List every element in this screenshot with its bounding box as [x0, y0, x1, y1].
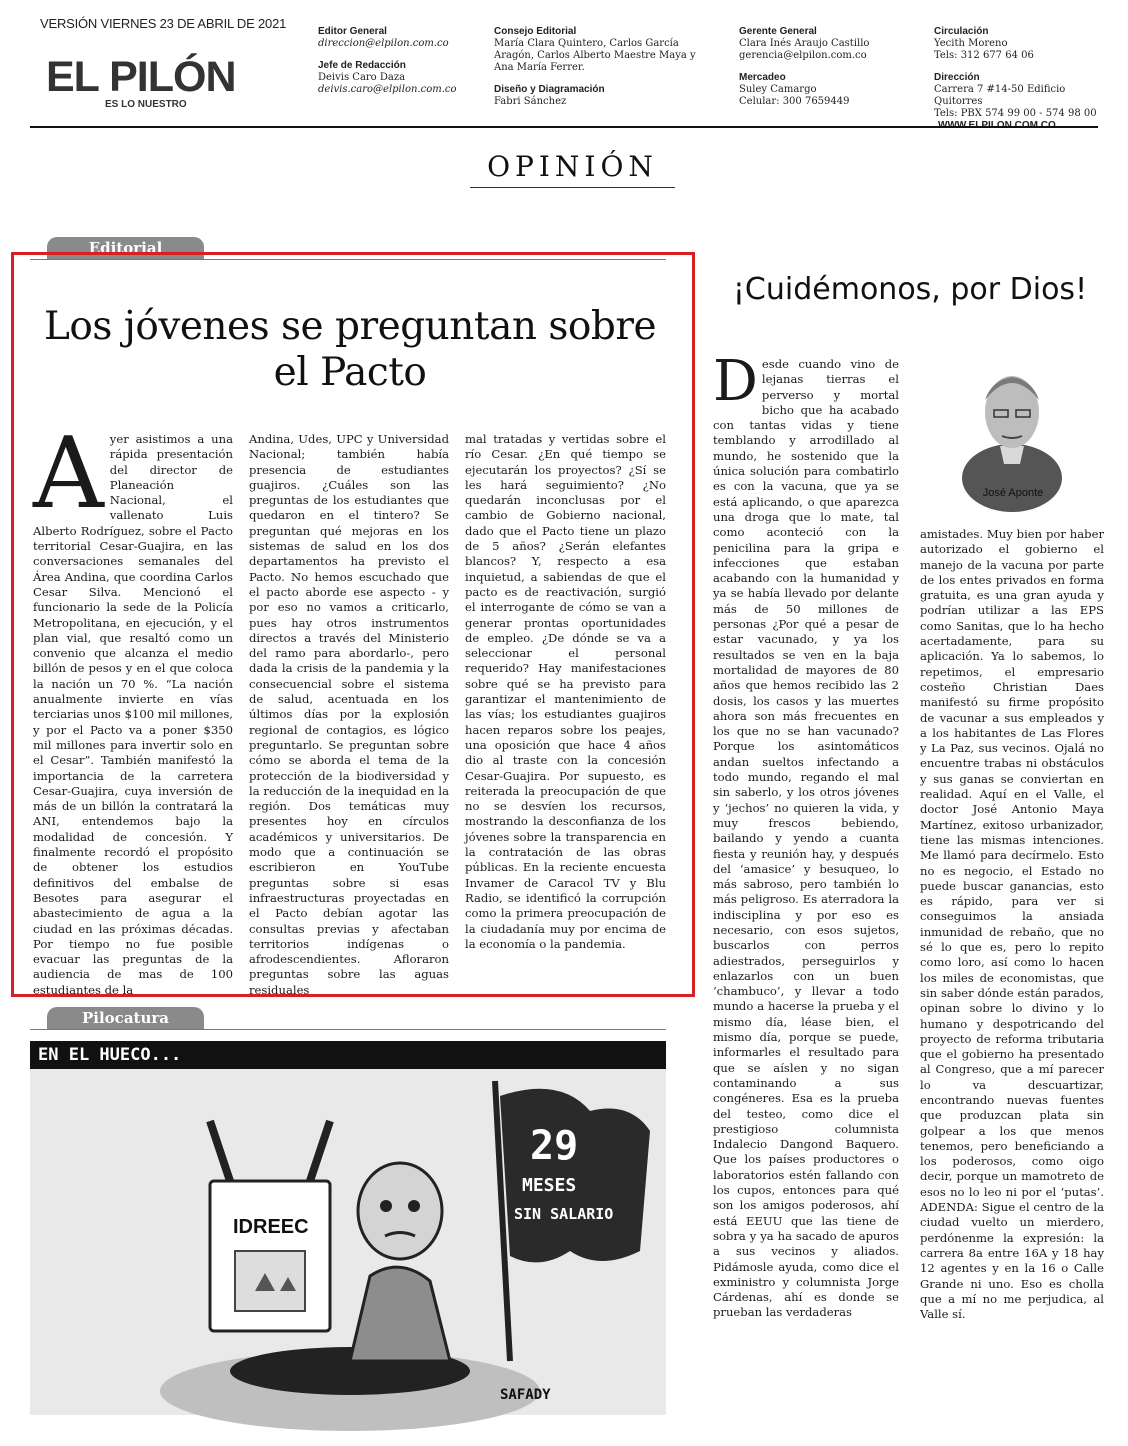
column-col1-text: esde cuando vino de lejanas tierras el perverso y mortal bicho que ha acabado con tantas vidas y tiene temblando y arrodillado al mundo, he sostenido que la única solución para combatirlo es con la vacuna, que ya se está aplicando, o que aparezca una droga que lo mate, tal como aconteció con la penicilina para la gripa e infecciones que estaban acabando con la humanidad y ya se había llevado por delante más de 50 millones de personas ¿Por qué a pesar de estar vacunado, y ya los resultados se ven en la baja mortalidad de mayores de 80 años que hemos recibido las 2 dosis, los casos y las muertes ahora son más frecuentes en los que no se han vacunado? Porque los asintomáticos andan sueltos infectando a todo mundo, regando el mal sin saberlo, y los otros jóvenes y ‘jechos’ no quieren la vida, y muy frescos bebiendo, bailando y yendo a cuanta fiesta y reunión hay, y después del ‘amasice’ y besuqueo, lo más sabroso, pero también lo más peligroso. Es aterradora la indisciplina y por eso es necesario, con esos sujetos, buscarlos con perros adiestrados, perseguirlos y enlazarlos con un buen ‘chambuco’, y llevar a todo mundo a hacerse la prueba y el mismo día, léase bien, el mismo día, porque se puede, informarles el resultado para que se aíslen y no sigan contaminando a sus congéneres. Esa es la prueba del testeo, como dice el prestigioso columnista Indalecio Dangond Baquero. Que los países productores o laboratorios estén fallando con los cupos, entonces para qué son los amigos poderosos, ahí está EEUU que las tiene de sobra y ya ha sacado de apuros a sus vecinos y aliados. Pidámosle ayuda, como dice el exministro y columnista Jorge Cárdenas, ahí es donde se prueban las verdaderas — [713, 357, 899, 1320]
mercadeo-phone: Celular: 300 7659449 — [739, 96, 850, 107]
editorial-column-1 — [33, 417, 233, 997]
consejo-names: María Clara Quintero, Carlos García Aragón, Carlos Alberto Maestre Maya y Ana María Ferrer. — [494, 38, 696, 73]
flag-line-2: SIN SALARIO — [514, 1205, 614, 1223]
author-photo — [962, 360, 1062, 480]
masthead-gerente — [739, 26, 919, 108]
editorial-headline: Los jóvenes se preguntan sobre el Pacto — [43, 304, 657, 395]
column-text-1 — [713, 349, 899, 1417]
flag-line-1: MESES — [522, 1175, 577, 1196]
jefe-email: deivis.caro@elpilon.com.co — [318, 84, 457, 95]
consejo-label: Consejo Editorial — [494, 26, 577, 37]
header-rule — [30, 126, 1098, 128]
circulacion-label: Circulación — [934, 26, 989, 37]
editor-label: Editor General — [318, 26, 387, 37]
column-headline: ¡Cuidémonos, por Dios! — [732, 272, 1088, 307]
editorial-col2-text: Andina, Udes, UPC y Universidad Nacional; también había presencia de estudiantes guajiros. ¿Cuáles son las preguntas de los estudiantes que quedaron en el tintero? Se preguntan qué mejoras en los sistemas de salud en los dos departamentos ha previsto el Pacto. No hemos escuchado que el pacto aborde ese aspecto - y por eso no vamos a criticarlo, pues hay otros instrumentos directos a través del Ministerio del ramo para abordarlo-, pero dada la crisis de la pandemia y la consecuencial sobre el sistema de salud, acentuada en los últimos días por la explosión regional de contagios, es lógico preguntarlo. Se preguntan sobre cómo se aborda el tema de la protección de la biodiversidad y la reducción de la inequidad en la región. Dos temáticas muy presentes hoy en círculos académicos y universitarios. De modo que a continuación se escribieron en YouTube preguntas sobre si esas infraestructuras proyectadas en el Pacto debían agotar las consultas previas y afectaban territorios indígenas o afrodescendientes. Afloraron preguntas sobre las aguas residuales — [249, 432, 449, 997]
gerente-label: Gerente General — [739, 26, 817, 37]
flag-number: 29 — [530, 1123, 579, 1169]
diseno-label: Diseño y Diagramación — [494, 84, 605, 95]
mercadeo-name: Suley Camargo — [739, 84, 817, 95]
section-title: OPINIÓN — [470, 150, 675, 188]
cartoon-sign: IDREEC — [233, 1216, 309, 1238]
editorial-drop-cap: A — [33, 417, 104, 531]
jefe-name: Deivis Caro Daza — [318, 72, 406, 83]
diseno-name: Fabri Sánchez — [494, 96, 567, 107]
masthead-circulacion — [934, 26, 1114, 132]
jefe-label: Jefe de Redacción — [318, 60, 406, 71]
editorial-tab: Editorial — [47, 237, 204, 259]
direccion-label: Dirección — [934, 72, 980, 83]
editor-email: direccion@elpilon.com.co — [318, 38, 449, 49]
direccion-address: Carrera 7 #14-50 Edificio Quitorres — [934, 84, 1066, 107]
edition-date: VERSIÓN VIERNES 23 DE ABRIL DE 2021 — [40, 16, 287, 31]
gerente-email: gerencia@elpilon.com.co — [739, 50, 867, 61]
circulacion-phone: Tels: 312 677 64 06 — [934, 50, 1034, 61]
column-author: José Aponte — [982, 487, 1044, 499]
circulacion-name: Yecith Moreno — [934, 38, 1008, 49]
cartoon-tab: Pilocatura — [47, 1007, 204, 1029]
newspaper-slogan: ES LO NUESTRO — [105, 99, 187, 110]
column-text-2 — [920, 527, 1104, 1417]
masthead-consejo — [494, 26, 709, 108]
editorial-column-2 — [249, 432, 449, 997]
newspaper-logo: EL PILÓN — [46, 53, 236, 101]
cartoon-tab-rule — [30, 1029, 666, 1030]
direccion-phone: Tels: PBX 574 99 00 - 574 98 00 — [934, 108, 1097, 119]
masthead-editor — [318, 26, 478, 96]
editorial-col1-text: yer asistimos a una rápida presentación del director de Planeación Nacional, el vallenato Luis Alberto Rodríguez, sobre el Pacto territorial Cesar-Guajira, en las conversaciones semanales del Área Andina, que coordina Carlos Cesar Silva. Mencionó el funcionario la sede de la Policía Metropolitana, en ejecución, y el plan vial, que resaltó como un convenio que alcanza el medio billón de pesos y en el que coloca la nación un 70 %. “La nación anualmente invierte en vías terciarias unos $100 mil millones, y por el Pacto va a poner $350 mil millones para invertir solo en el Cesar”. También manifestó la importancia de la carretera Cesar-Guajira, cuya inversión de más de un billón la contratará la ANI, entendemos bajo la modalidad de concesión. Y finalmente recordó el propósito de obtener los estudios definitivos del embalse de Besotes para asegurar el abastecimiento de agua a la ciudad en las próximas décadas. Por tiempo no fue posible evacuar las preguntas de la audiencia de mas de 100 estudiantes de la — [33, 432, 233, 997]
cartoon-banner: EN EL HUECO... — [30, 1041, 666, 1069]
column-drop-cap: D — [713, 349, 758, 414]
cartoon-signature: SAFADY — [500, 1387, 551, 1403]
cartoon-illustration — [30, 1041, 666, 1415]
mercadeo-label: Mercadeo — [739, 72, 786, 83]
editorial-column-3 — [465, 432, 666, 977]
gerente-name: Clara Inés Araujo Castillo — [739, 38, 870, 49]
column-col2-text: amistades. Muy bien por haber autorizado el gobierno el manejo de la vacuna por parte de los entes privados en forma gratuita, es una gran ayuda y podrían utilizar a las EPS como Sanitas, que lo ha hecho acertadamente, para su aplicación. Ya lo sabemos, lo repetimos, el empresario costeño Christian Daes manifestó su firme propósito de vacunar a sus empleados y a los habitantes de Las Flores y La Paz, sus vecinos. Ojalá no encuentre trabas ni obstáculos y sus ganas se conviertan en realidad. Aquí en el Valle, el doctor José Antonio Maya Martínez, exitoso urbanizador, tiene las mismas intenciones. Me llamó para decírmelo. Esto no es negocio, el Estado no puede buscar ganancias, esto es rápido, para ver si conseguimos la ansiada inmunidad de rebaño, que no sé lo que es, pero lo repito como loro, así como lo hacen los miles de economistas, que sin saber dónde están parados, opinan sobre lo divino y lo humano y despotricando del proyecto de reforma tributaria que el gobierno ha presentado al Congreso, que a mí parecer lo va descuartizar, encontrando nuevas fuentes que produzcan plata sin golpear a los que menos tenemos, pero beneficiando a los poderosos, como oigo decir, porque un mamotreto de esos no lo leo ni por el ‘putas’. ADENDA: Sigue el centro de la ciudad vuelto un mierdero, perdónenme la expresión: la carrera 8a entre 16A y 18 hay 12 agentes y en la 16 o Calle Grande ni uno. Eso es cholla que a mí no me perjudica, al Valle sí. — [920, 527, 1104, 1322]
editorial-col3-text: mal tratadas y vertidas sobre el río Cesar. ¿En qué tiempo se ejecutarán los proyectos? ¿Sí se les hará seguimiento? ¿No quedarán inconclusas por el cambio de Gobierno nacional, dado que el Pacto tiene un plazo de 5 años? ¿Serán elefantes blancos? Y, respecto a esa inquietud, a sabiendas de que el pacto es de reactivación, surgió el interrogante de cómo se van a generar prontas oportunidades de empleo. ¿De dónde se va a seleccionar el personal requerido? Hay manifestaciones sobre qué se ha previsto para garantizar el mantenimiento de las vías; los estudiantes guajiros hacen reparos sobre los peajes, una oposición que hace 4 años dio al traste con la concesión Cesar-Guajira. Por supuesto, es reiterada la preocupación de que no se desvíen los recursos, mostrando la desconfianza de los jóvenes sobre la transparencia en la contratación de las obras públicas. En la reciente encuesta Invamer de Caracol TV y Blu Radio, se identificó la corrupción como la primera preocupación de la ciudadanía muy por encima de la economía o la pandemia. — [465, 432, 666, 951]
